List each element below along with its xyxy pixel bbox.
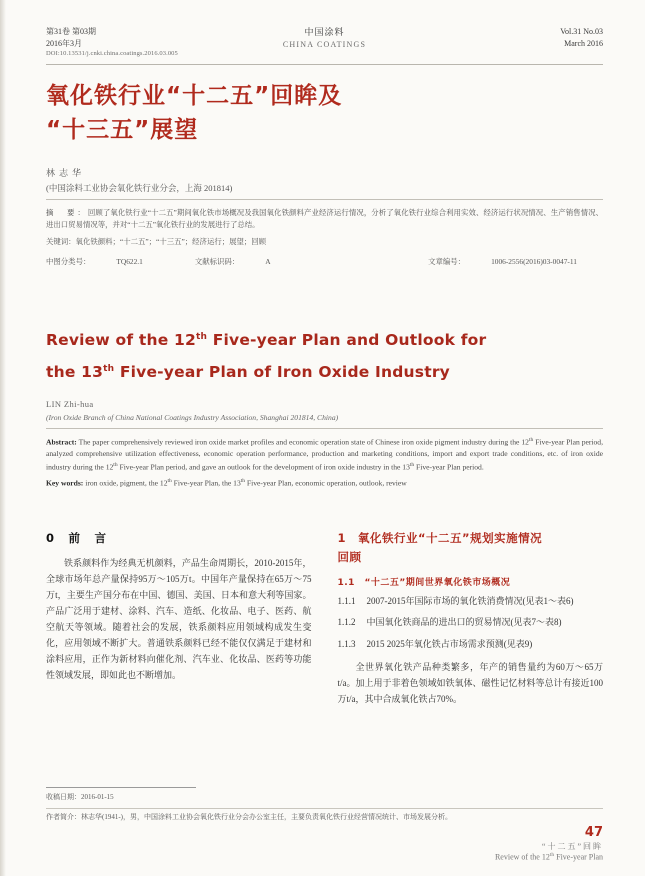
date-cn: 2016年3月	[46, 38, 82, 48]
running-head-cn: “十二五”回眸	[541, 842, 603, 852]
item-text: 2015 2025年氧化铁占市场需求预测(见表9)	[366, 638, 533, 649]
masthead	[46, 26, 603, 59]
title-en-line1-a: Review of the 12	[46, 331, 197, 350]
list-item	[338, 615, 604, 630]
classification-line	[46, 256, 603, 267]
column-left	[46, 529, 312, 707]
section-heading-1	[338, 529, 604, 566]
abstract-label-en: Abstract:	[46, 437, 77, 447]
keywords-en-p1: iron oxide, pigment, the 12	[83, 478, 168, 488]
clc-group	[46, 256, 169, 267]
section-heading-preface: 0 前 言	[46, 531, 108, 546]
list-item	[338, 594, 604, 609]
keywords-en-sup1: th	[167, 477, 172, 484]
abstract-en-p3: Five-year Plan period, and gave an outlook for the development of iron oxide industry in the 13	[117, 462, 410, 472]
running-head-en	[495, 852, 603, 862]
body-columns	[46, 529, 603, 707]
title-cn-line2: “十三五”展望	[46, 117, 199, 144]
item-number: 1.1.1	[337, 596, 356, 607]
abstract-en	[46, 436, 603, 474]
item-number: 1.1.2	[337, 617, 356, 628]
english-block	[46, 325, 603, 489]
title-en-line2	[46, 357, 603, 389]
header-divider	[46, 64, 603, 65]
paragraph: 全世界氧化铁产品种类繁多，年产的销售量约为60万～65万t/a。加上用于非着色领域如铁氧体、磁性记忆材料等总计有接近100万t/a，其中合成氧化铁占70%。	[337, 662, 603, 705]
footnote-author-bio: 作者简介：林志华(1941-)，男，中国涂料工业协会氧化铁行业分会办公室主任，主要负责氧化铁行业经营情况统计、市场发展分析。	[46, 808, 603, 824]
paragraph: 铁系颜料作为经典无机颜料，产品生命周期长，2010-2015年，全球市场年总产量保持95万～105万t。中国年产量保持在65万～75万t，主要生产国分布在中国、德国、美国、日本和意大利等国家。产品广泛用于建材、涂料、汽车、造纸、化妆品、电子、医药、航空航天等领域。随着社会的发展，铁系颜料应用领域构成发生变化，应用领域不断扩大。普通铁系颜料已经不能仅仅满足于建材和涂料应用，正作为新材料向催化剂、汽车业、化妆品、医药等功能性领域发展，即如此也不断增加。	[46, 557, 312, 680]
title-en-line1-b: Five-year Plan and Outlook for	[207, 331, 487, 350]
masthead-right	[419, 26, 603, 49]
footnote-divider	[46, 787, 196, 788]
abstract-en-p2: Five-year Plan period, analyzed comprehensive utilization effectiveness, economic operation performance, production and marketing conditions, import and export trade conditions, etc. of iron oxide industry during the 12	[46, 437, 603, 472]
doc-label: 文献标识码：	[194, 257, 240, 267]
article-label: 文章编号：	[428, 257, 466, 267]
page-number: 47	[584, 825, 603, 841]
keywords-en-sup2: th	[240, 477, 246, 484]
abstract-en-sup2: th	[113, 461, 118, 468]
running-head-en-sup: th	[549, 852, 555, 859]
title-cn-line1: 氧化铁行业“十二五”回眸及	[46, 82, 343, 109]
abstract-en-sup3: th	[409, 461, 415, 468]
clc-value: TQ622.1	[116, 257, 143, 267]
running-head-en-b: Five-year Plan	[554, 853, 603, 862]
keywords-en-p3: Five-year Plan, economic operation, outlook, review	[245, 478, 407, 488]
footnotes	[46, 787, 603, 824]
list-item	[338, 637, 604, 652]
clc-label: 中图分类号：	[46, 257, 91, 267]
affiliation-cn: (中国涂料工业协会氧化铁行业分会，上海 201814)	[46, 182, 233, 193]
footnote-received: 收稿日期：2016-01-15	[46, 793, 114, 802]
journal-name-cn: 中国涂料	[304, 27, 345, 37]
item-text: 中国氧化铁商品的进出口的贸易情况(见表7～表8)	[366, 617, 562, 628]
author-name-cn: 林志华	[46, 167, 86, 178]
journal-name-en: CHINA COATINGS	[282, 40, 367, 50]
abstract-en-p4: Five-year Plan period.	[414, 462, 484, 472]
running-head-en-a: Review of the 12	[494, 853, 550, 862]
title-cn	[46, 79, 603, 148]
keywords-en-p2: Five-year Plan, the 13	[171, 478, 241, 488]
keywords-cn	[46, 236, 603, 247]
abstract-divider-cn	[46, 199, 603, 200]
keywords-label-en: Key words:	[46, 478, 84, 488]
affiliation-en: (Iron Oxide Branch of China National Coatings Industry Association, Shanghai 201814, China)	[46, 412, 339, 422]
abstract-label-cn: 摘 要：	[46, 207, 88, 217]
abstract-cn	[46, 207, 603, 232]
keywords-en	[46, 477, 603, 490]
title-en-line2-a: the 13	[46, 362, 104, 381]
abstract-en-sup1: th	[528, 436, 534, 443]
item-text: 2007-2015年国际市场的氧化铁消费情况(见表1～表6)	[366, 596, 574, 607]
page-footer	[495, 825, 603, 862]
doc-group	[195, 256, 297, 267]
title-en-line1-sup: th	[196, 331, 208, 342]
section-heading-1-line1: 1 氧化铁行业“十二五”规划实施情况	[337, 531, 543, 546]
author-block-cn	[46, 166, 603, 194]
masthead-center	[230, 26, 419, 51]
keywords-label-cn: 关键词：	[46, 237, 76, 247]
title-en-line2-b: Five-year Plan of Iron Oxide Industry	[114, 362, 450, 381]
title-en-line2-sup: th	[103, 363, 115, 374]
subsection-heading-1-1: 1.1 “十二五”期间世界氧化铁市场概况	[337, 578, 511, 589]
volume-en: Vol.31 No.03	[560, 27, 603, 36]
article-group	[428, 256, 603, 267]
author-name-en: LIN Zhi-hua	[46, 398, 94, 409]
doc-value: A	[265, 257, 271, 267]
keywords-text-cn: 氧化铁颜料；“十二五”；“十三五”；经济运行；展望；回顾	[75, 237, 267, 247]
section-heading-1-line2: 回顾	[337, 549, 362, 564]
item-number: 1.1.3	[337, 638, 356, 649]
volume-cn: 第31卷 第03期	[46, 27, 96, 36]
column-right	[338, 529, 604, 707]
abstract-text-cn: 回顾了氧化铁行业“十二五”期间氧化铁市场概况及我国氧化铁颜料产业经济运行情况，分析了氧化铁行业综合利用实效、经济运行状况情况、生产销售情况、进出口贸易情况等，并对“十二五”氧化铁行业的发展进行了总结。	[46, 207, 603, 230]
abstract-divider-en	[46, 428, 603, 429]
title-en	[46, 325, 603, 389]
article-value: 1006-2556(2016)03-0047-11	[491, 257, 577, 267]
date-en: March 2016	[564, 38, 603, 48]
title-en-line1	[46, 325, 603, 357]
masthead-left	[46, 26, 230, 59]
doi-text: DOI:10.13531/j.cnki.china.coatings.2016.03.005	[46, 50, 178, 58]
abstract-en-p1: The paper comprehensively reviewed iron oxide market profiles and economic operation state of Chinese iron oxide pigment industry during the 12	[78, 437, 529, 447]
